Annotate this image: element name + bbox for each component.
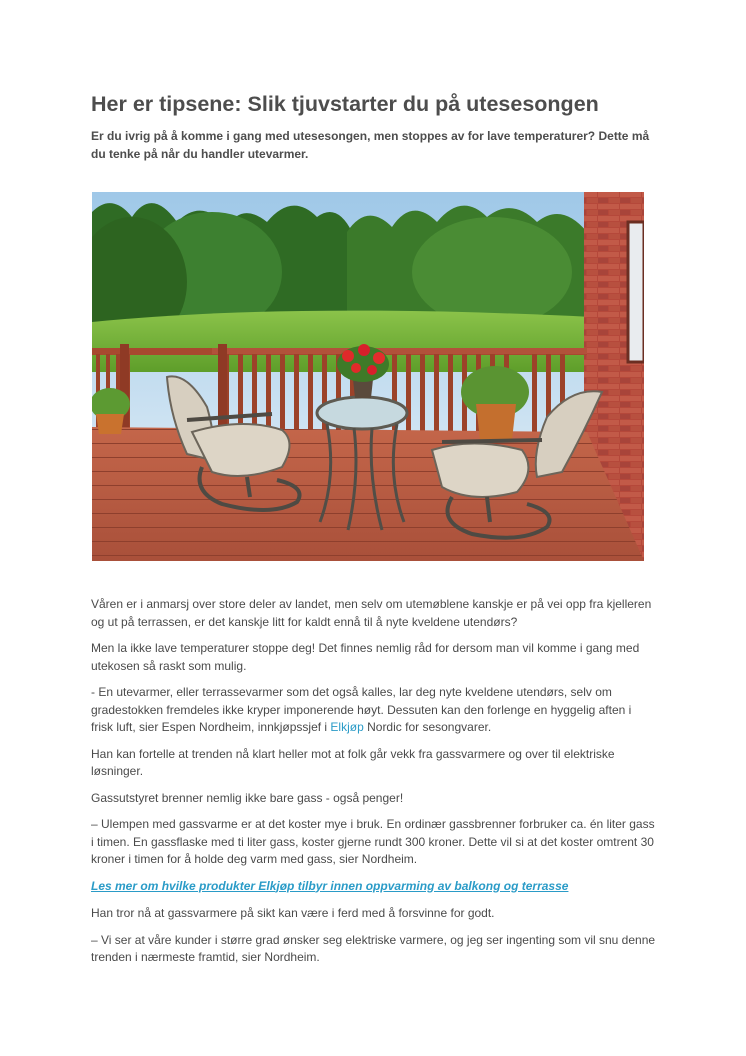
paragraph-3 <box>91 684 656 737</box>
article-body <box>91 596 656 976</box>
paragraph-4: Han kan fortelle at trenden nå klart heller mot at folk går vekk fra gassvarmere og over til elektriske løsninger. <box>91 746 615 778</box>
paragraph-6: – Ulempen med gassvarme er at det koster mye i bruk. En ordinær gassbrenner forbruker ca. én liter gass i timen. En gassflaske med ti liter gass, koster gjerne rundt 300 kroner. Dette vil si at det koster omtrent 30 kroner i timen for å holde deg varm med gass, sier Nordheim. <box>91 817 655 866</box>
paragraph-2: Men la ikke lave temperaturer stoppe deg! Det finnes nemlig råd for dersom man vil komme i gang med utekosen så raskt som mulig. <box>91 641 640 673</box>
patio-photo <box>92 192 644 561</box>
article-lead: Er du ivrig på å komme i gang med utesesongen, men stoppes av for lave temperaturer? Dette må du tenke på når du handler utevarmer. <box>91 129 650 161</box>
paragraph-7: Han tror nå at gassvarmere på sikt kan være i ferd med å forsvinne for godt. <box>91 906 495 920</box>
paragraph-1: Våren er i anmarsj over store deler av landet, men selv om utemøblene kanskje er på vei opp fra kjelleren og ut på terrassen, er det kanskje litt for kaldt ennå til å nyte kveldene utendørs? <box>91 597 652 629</box>
article-title: Her er tipsene: Slik tjuvstarter du på utesesongen <box>91 92 599 116</box>
elkjop-link[interactable]: Elkjøp <box>330 720 364 734</box>
paragraph-8: – Vi ser at våre kunder i større grad ønsker seg elektriske varmere, og jeg ser ingenting som vil snu denne trenden i nærmeste framtid, sier Nordheim. <box>91 932 656 964</box>
promo-link[interactable]: Les mer om hvilke produkter Elkjøp tilbyr innen oppvarming av balkong og terrasse <box>91 878 569 893</box>
paragraph-3-text: - En utevarmer, eller terrassevarmer som det også kalles, lar deg nyte kveldene utendørs, selv om gradestokken fremdeles ikke kryper imponerende høyt. Dessuten kan den forlenge en hyggelig aften i frisk luft, sier Espen Nordheim, innkjøpssjef i <box>91 685 632 734</box>
paragraph-3-tail: Nordic for sesongvarer. <box>363 720 492 734</box>
paragraph-5: Gassutstyret brenner nemlig ikke bare gass - også penger! <box>91 790 404 805</box>
promo-paragraph <box>91 878 656 896</box>
